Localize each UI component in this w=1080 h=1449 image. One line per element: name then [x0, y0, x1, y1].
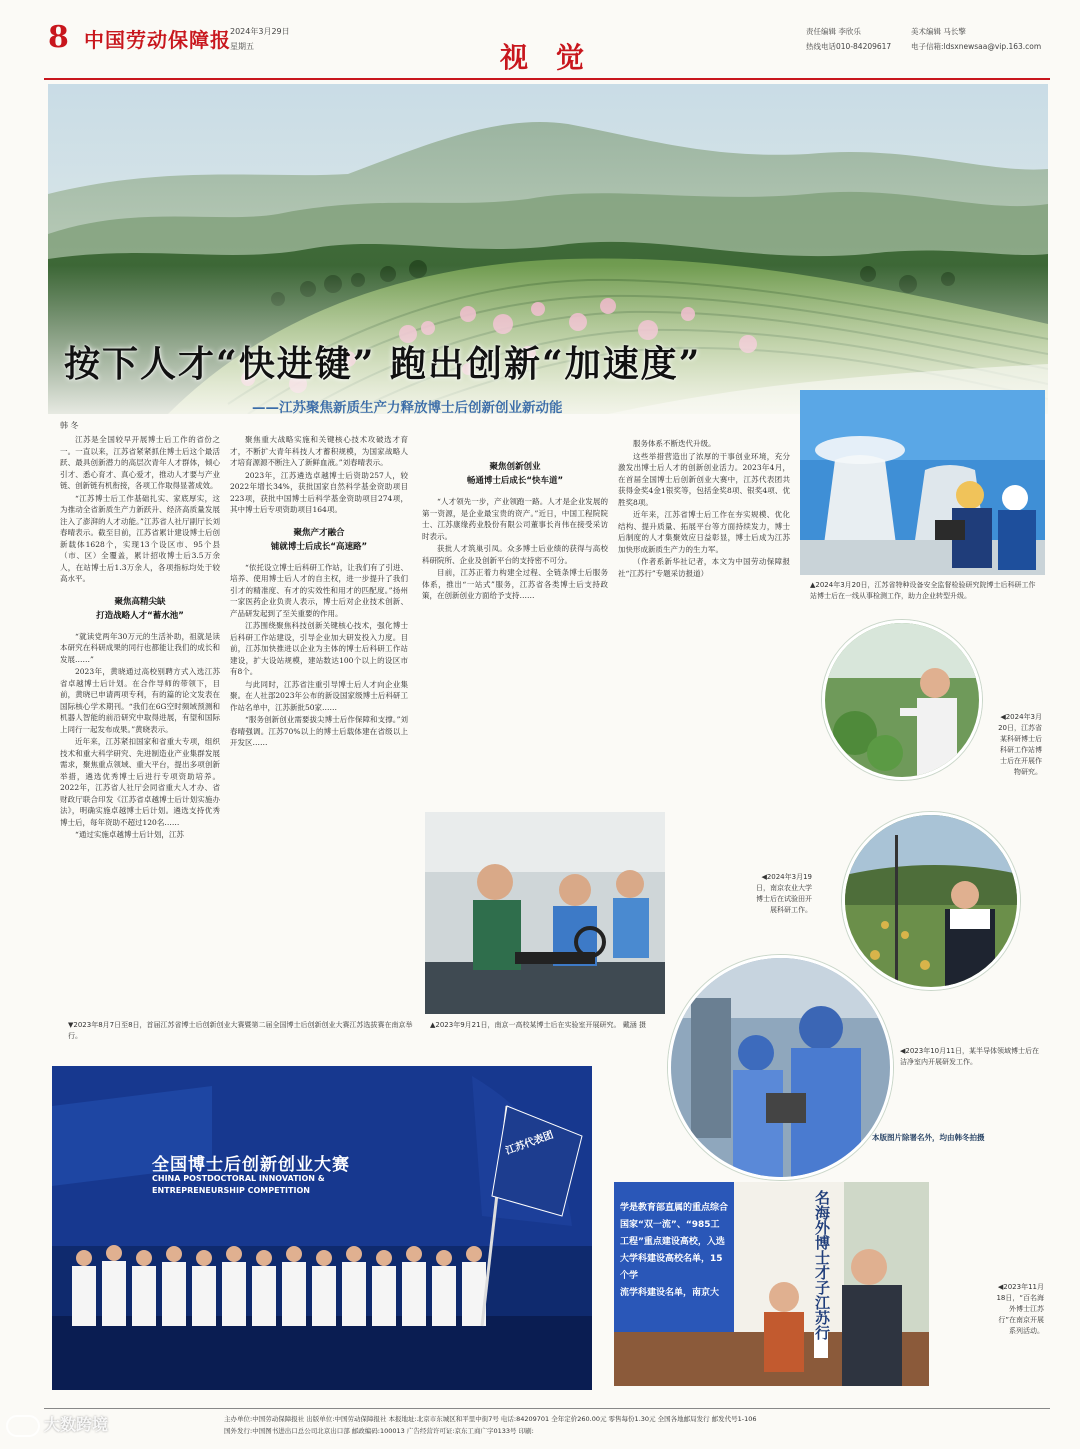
paragraph: “依托设立博士后科研工作站，让我们有了引进、培养、使用博士后人才的自主权，进一步提升了我们引才的精准度、有才的实效性和用才的匹配度。”扬州一家医药企业负责人表示，博士后对企业技术创新、产品研发起到了至关重要的作用。	[230, 562, 408, 618]
paper-name: 中国劳动保障报	[84, 28, 231, 52]
paragraph: 聚焦重大战略实施和关键核心技术攻破选才育才，不断扩大青年科技人才蓄积规模，为国家战略人才培育源源不断注入了新鲜血液。”刘春晴表示。	[230, 435, 408, 467]
subheading-3: 聚焦创新创业 畅通博士后成长“快车道”	[466, 462, 564, 486]
watermark	[6, 1412, 108, 1437]
paragraph: “就读党两年30万元的生活补助，祖就是读本研究在科研成果的同行也都能让我们的成长和发展……”	[60, 631, 220, 664]
article-column-3	[422, 460, 608, 603]
caption-power-plant: ▲2024年3月20日，江苏省特种设备安全监督检验研究院博士后科研工作站博士后在一线从事检测工作，助力企业转型升级。	[810, 581, 1036, 600]
byline: 韩 冬	[60, 421, 79, 430]
footer-publisher-line: 主办单位:中国劳动保障报社 出版单位:中国劳动保障报社 本报地址:北京市东城区和平里中街7号 电话:84209701 全年定价260.00元 零售每份1.30元 全国各地邮局发行 邮发代号1-106	[224, 1415, 757, 1423]
exhibition-booth-photo	[614, 1182, 929, 1386]
caption-lab-team: ▲2023年9月21日，南京一高校某博士后在实验室开展研究。 戴涵 摄	[430, 1021, 647, 1029]
cleanroom-photo	[668, 955, 893, 1180]
board-line: 工程”重点建设高校，入选	[620, 1237, 725, 1247]
subheading-1: 聚焦高精尖缺 打造战略人才“蓄水池”	[96, 596, 184, 621]
issue-weekday: 星期五	[230, 42, 254, 51]
watermark-logo-icon	[6, 1415, 40, 1437]
caption-plant-research: ◀2024年3月20日，江苏省某科研博士后科研工作站博士后在开展作物研究。	[998, 713, 1042, 776]
editor-name: 责任编辑 李欣乐	[806, 27, 861, 36]
subheading-2: 聚焦产才融合 铺就博士后成长“高速路”	[270, 527, 368, 552]
paragraph: 获批人才筑巢引凤。众多博士后业绩的获得与高校科研院所、企业及创新平台的支持密不可分。	[422, 544, 608, 565]
paragraph: 2023年，江苏遴选卓越博士后资助257人，较2022年增长34%，获批国家自然科学基金资助项目223项，获批中国博士后科学基金资助项目274项，其中博士后专项资助项目164项。	[230, 470, 408, 514]
headline-subtitle: ——江苏聚焦新质生产力释放博士后创新创业新动能	[252, 400, 563, 416]
competition-title-cn: 全国博士后创新创业大赛	[152, 1155, 350, 1175]
photo-credit-note: 本版图片除署名外，均由韩冬拍摄	[872, 1133, 985, 1142]
booth-banner: 名海外博士才子江苏行	[813, 1190, 831, 1340]
competition-title-en-1: CHINA POSTDOCTORAL INNOVATION &	[152, 1174, 325, 1183]
section-name: 视觉	[500, 41, 613, 74]
lab-team-photo	[425, 812, 665, 1014]
caption-cleanroom: ◀2023年10月11日，某半导体领域博士后在洁净室内开展研发工作。	[900, 1047, 1040, 1066]
date-block	[230, 24, 290, 54]
power-plant-photo	[800, 390, 1045, 575]
caption-field-survey: ◀2024年3月19日，南京农业大学博士后在试验田开展科研工作。	[756, 873, 812, 914]
board-line: 国家“双一流”、“985工	[620, 1220, 720, 1230]
paragraph: （作者系新华社记者，本文为中国劳动保障报社“江苏行”专题采访报道）	[618, 557, 790, 578]
art-editor-name: 美术编辑 马长擎	[911, 27, 966, 36]
footer-distribution-line: 国外发行:中国图书进出口总公司北京出口部 邮政编码:100013 广告经营许可证:京东工商广字0133号 印刷:	[224, 1427, 534, 1435]
masthead-rule	[44, 78, 1050, 80]
editor-credits	[806, 24, 1056, 54]
paragraph: “江苏博士后工作基础扎实、家底厚实，这为推动全省新质生产力新跃升、经济高质量发展注入了澎湃的人才动能。”江苏省人社厅副厅长刘春晴表示。截至目前，江苏省累计建设博士后创新载体1628个，实现13个设区市、95个县（市、区）全覆盖，累计招收博士后3.5万余人，在站博士后1.3万余人，各项指标均处于较高水平。	[60, 493, 220, 583]
email: 电子信箱:ldsxnewsaa@vip.163.com	[911, 42, 1042, 51]
paragraph: 目前，江苏正着力构建全过程、全链条博士后服务体系，推出“一站式”服务，江苏省各类博士后支持政策，在创新创业方面给予支持……	[422, 568, 608, 600]
booth-board-text	[620, 1200, 730, 1302]
paragraph: 江苏是全国较早开展博士后工作的省份之一。一直以来，江苏省紧紧抓住博士后这个最活跃、最具创新潜力的高层次青年人才群体，倾心引才、悉心育才、真心爱才，推动人才要与产业链、创新链有机衔接，各项工作取得显著成效。	[60, 435, 220, 490]
board-line: 大学科建设高校名单，15个学	[620, 1254, 723, 1281]
caption-competition: ▼2023年8月7日至8日，首届江苏省博士后创新创业大赛暨第二届全国博士后创新创业大赛江苏选拔赛在南京举行。	[68, 1021, 413, 1040]
plant-research-photo	[822, 620, 982, 780]
paragraph: “服务创新创业需要拔尖博士后作保障和支撑。”刘春晴强调。江苏70%以上的博士后载体建在省级以上开发区……	[230, 715, 408, 747]
paragraph: 服务体系不断迭代升级。	[633, 439, 716, 448]
article-column-4	[618, 438, 790, 580]
board-line: 学是教育部直属的重点综合	[620, 1203, 729, 1213]
paragraph: 2023年，黄晓通过高校别聘方式入选江苏省卓越博士后计划。在合作导师的带领下，目前，黄晓已申请两项专利，有的篇的论文发表在国际核心学术期刊。“我们在6G空时频域预测和机器人智能的前沿研究中取得进展，有望和国际上同行一起发布成果。”黄晓表示。	[60, 667, 220, 734]
paragraph: 近年来，江苏省博士后工作在夯实规模、优化结构、提升质量、拓展平台等方面持续发力，博士后制度的人才集聚效应日益彰显，博士后成为江苏加快形成新质生产力的生力军。	[618, 510, 790, 554]
headline-title: 按下人才“快进键” 跑出创新“加速度”	[64, 343, 702, 385]
competition-stage-photo	[52, 1066, 592, 1390]
watermark-text: 大数跨境	[44, 1415, 109, 1434]
page-number: 8	[48, 20, 69, 55]
paragraph: “通过实施卓越博士后计划，江苏	[75, 830, 184, 839]
paragraph: 这些举措营造出了浓厚的干事创业环境，充分激发出博士后人才的创新创业活力。2023年4月，在首届全国博士后创新创业大赛中，江苏代表团共获得金奖4金1银奖等，包括金奖8项、银奖4项、优胜奖8项。	[618, 451, 790, 507]
page-footer	[44, 1408, 1050, 1437]
caption-booth: ◀2023年11月18日，“百名海外博士江苏行”在南京开展系列活动。	[996, 1283, 1044, 1335]
field-survey-photo	[842, 812, 1020, 990]
article-column-1	[60, 434, 220, 842]
hotline: 热线电话010-84209617	[806, 42, 892, 51]
masthead	[44, 14, 1050, 76]
paragraph: 近年来，江苏紧扣国家和省重大专项，组织技术和重大科学研究、先进制造业产业集群发展需求，聚焦重点领域、重大平台，提出多项创新举措，遴选优秀博士后进行专项资助培养。2022年，江苏省人社厅会同省重大人才办、省财政厅联合印发《江苏省卓越博士后计划实施办法》，明确实施卓越博士后计划。遴选支持优秀博士后，每年资助不超过120名……	[60, 737, 220, 827]
article-column-2	[230, 434, 408, 750]
paragraph: 与此同时，江苏省注重引导博士后人才向企业集聚。在人社部2023年公布的新设国家级博士后科研工作站名单中，江苏新批50家……	[230, 679, 408, 712]
delegation-flag: 江苏代表团	[504, 1129, 556, 1158]
paragraph: 江苏围绕聚焦科技创新关键核心技术，强化博士后科研工作站建设，引导企业加大研发投入力度。目前，江苏加快推进以企业为主体的博士后科研工作站建设，扩大设站规模，建站数达100个以上的设区市有8个。	[230, 621, 408, 676]
paragraph: “人才领先一步，产业领跑一路。人才是企业发展的第一资源，是企业最宝贵的资产。”近日，中国工程院院士、江苏康缘药业股份有限公司董事长肖伟在接受采访时表示。	[422, 497, 608, 541]
competition-title-en-2: ENTREPRENEURSHIP COMPETITION	[152, 1186, 310, 1195]
board-line: 流学科建设名单，南京大	[620, 1288, 720, 1298]
issue-date: 2024年3月29日	[230, 27, 290, 36]
